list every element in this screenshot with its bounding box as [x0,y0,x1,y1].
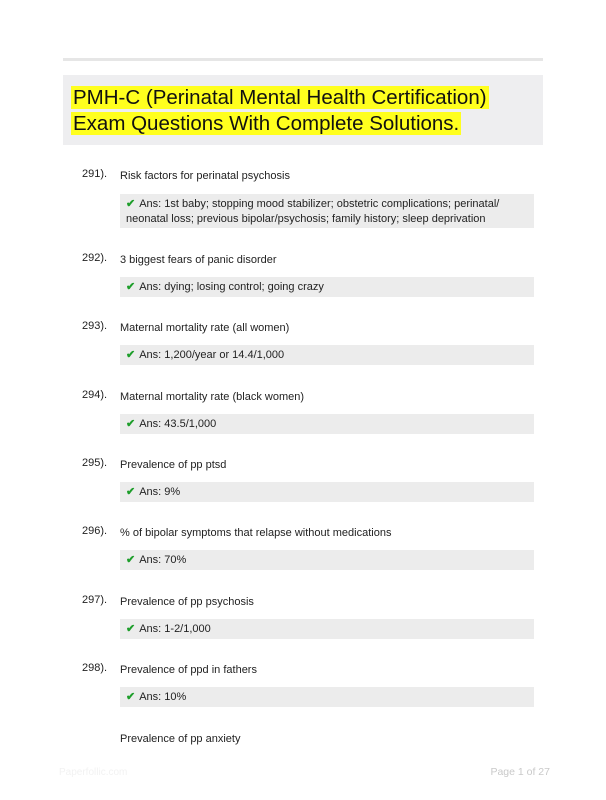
check-icon: ✔ [126,418,136,430]
answer-box [120,345,534,365]
question-number: 296). [82,525,108,537]
check-icon: ✔ [126,198,136,210]
check-icon: ✔ [126,554,136,566]
question-number: 298). [82,662,108,674]
question-number: 295). [82,457,108,469]
question-number: 292). [82,252,108,264]
answer-text: Ans: dying; losing control; going crazy [139,281,324,293]
question-text: Prevalence of ppd in fathers [120,664,257,676]
answer-text: Ans: 43.5/1,000 [139,418,217,430]
answer-text: Ans: 1st baby; stopping mood stabilizer; obstetric complications; perinatal/ neonatal loss; previous bipolar/psychosis; family history; sleep deprivation [126,198,500,225]
check-icon: ✔ [126,281,136,293]
answer-text: Ans: 10% [139,691,187,703]
answer-box [120,619,534,639]
answer-box [120,277,534,297]
question-text: Maternal mortality rate (black women) [120,391,305,403]
question-text: Risk factors for perinatal psychosis [120,170,290,182]
question-text: 3 biggest fears of panic disorder [120,254,277,266]
answer-box [120,194,534,228]
question-number: 294). [82,389,108,401]
footer-watermark: Paperfollic.com [59,767,128,778]
answer-text: Ans: 70% [139,554,187,566]
check-icon: ✔ [126,349,136,361]
title-line-1: PMH-C (Perinatal Mental Health Certification) [73,86,487,109]
answer-box [120,550,534,570]
page-number: Page 1 of 27 [490,766,550,778]
check-icon: ✔ [126,691,136,703]
question-text: Prevalence of pp ptsd [120,459,227,471]
question-text: Maternal mortality rate (all women) [120,322,290,334]
question-text: % of bipolar symptoms that relapse without medications [120,527,392,539]
answer-box [120,414,534,434]
title-line-2: Exam Questions With Complete Solutions. [73,112,460,135]
question-text: Prevalence of pp psychosis [120,596,254,608]
question-number: 297). [82,594,108,606]
title-box [63,75,543,145]
answer-text: Ans: 9% [139,486,181,498]
question-number: 293). [82,320,108,332]
check-icon: ✔ [126,486,136,498]
answer-box [120,687,534,707]
answer-text: Ans: 1,200/year or 14.4/1,000 [139,349,285,361]
answer-box [120,482,534,502]
page-title [71,85,533,137]
top-divider [63,58,543,61]
answer-text: Ans: 1-2/1,000 [139,623,211,635]
question-text: Prevalence of pp anxiety [120,733,241,745]
question-number: 291). [82,168,108,180]
check-icon: ✔ [126,623,136,635]
